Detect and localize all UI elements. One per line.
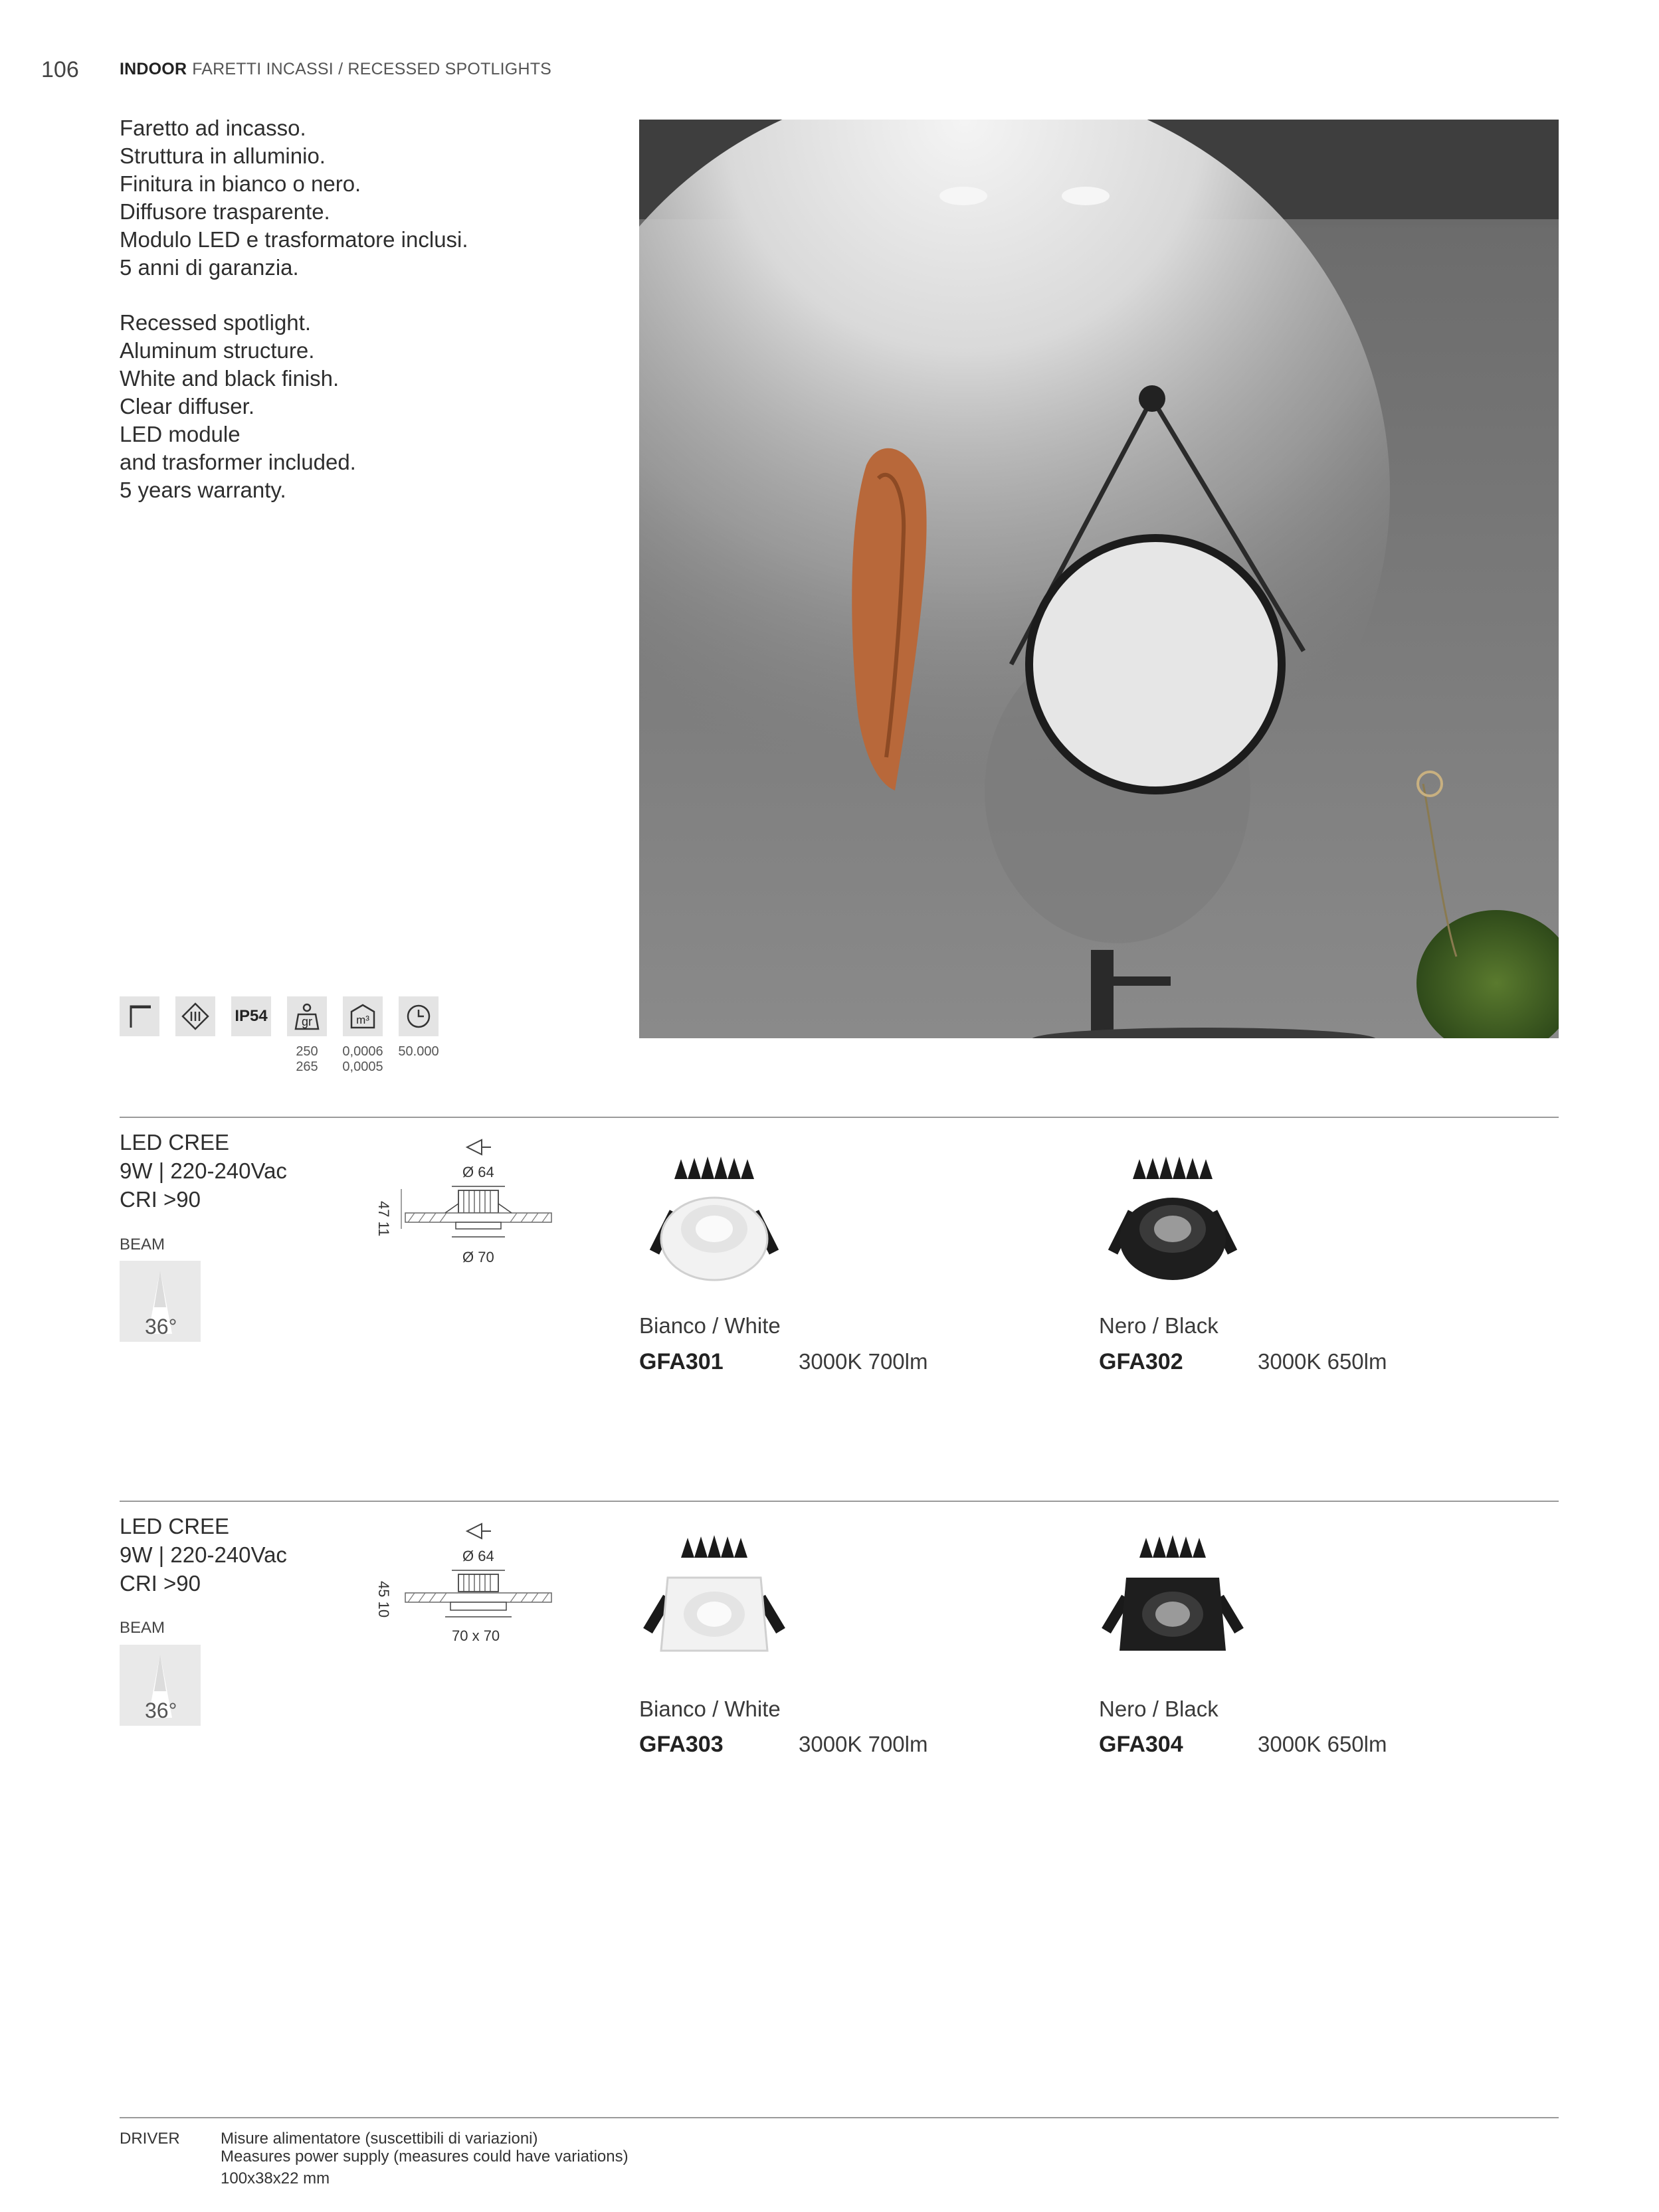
product-code-gfa301: GFA301 (639, 1349, 724, 1374)
beam-label: BEAM (120, 1619, 165, 1637)
product-spec-gfa303: 3000K 700lm (799, 1732, 928, 1756)
product-image-gfa301 (628, 1152, 801, 1299)
spec-line: CRI >90 (120, 1187, 201, 1212)
volume-value: 0,0005 (342, 1060, 383, 1074)
driver-line: Measures power supply (measures could have variations) (221, 2148, 629, 2166)
description-line: Struttura in alluminio. (120, 143, 326, 168)
volume-unit-label: m³ (356, 1014, 369, 1026)
description-line: White and black finish. (120, 366, 340, 391)
weight-values (287, 1044, 327, 1075)
spec-line: LED CREE (120, 1514, 230, 1538)
description-italian (120, 114, 585, 282)
product-image-gfa304 (1086, 1531, 1259, 1677)
height-dim: 47 11 (375, 1201, 392, 1237)
footer-divider (120, 2117, 1559, 2118)
description-line: Faretto ad incasso. (120, 116, 306, 140)
driver-line: Misure alimentatore (suscettibili di variazioni) (221, 2130, 538, 2148)
description-line: 5 years warranty. (120, 478, 286, 502)
product-spec-gfa301: 3000K 700lm (799, 1349, 928, 1374)
tilt-icon (462, 1521, 495, 1541)
row-1-dimension-drawing (399, 1137, 558, 1270)
product-spec-gfa304: 3000K 650lm (1258, 1732, 1387, 1756)
beam-angle-value: 36° (145, 1315, 177, 1338)
product-image-gfa302 (1086, 1152, 1259, 1299)
page-number: 106 (41, 57, 79, 82)
product-finish-gfa302: Nero / Black (1099, 1313, 1219, 1338)
description-line: and trasformer included. (120, 450, 356, 474)
section-divider (120, 1117, 1559, 1118)
cross-section-diagram (399, 1182, 558, 1242)
top-diameter-dim: Ø 64 (462, 1548, 494, 1564)
product-finish-gfa303: Bianco / White (639, 1697, 781, 1721)
section-divider (120, 1501, 1559, 1502)
weight-value: 250 (296, 1044, 318, 1059)
section-title-rest: FARETTI INCASSI / RECESSED SPOTLIGHTS (192, 60, 552, 78)
row-2-dimension-drawing (399, 1521, 558, 1654)
description-line: Modulo LED e trasformatore inclusi. (120, 227, 468, 252)
description-english (120, 309, 585, 504)
section-title (120, 60, 551, 79)
lifetime-value: 50.000 (398, 1044, 439, 1059)
product-code-gfa304: GFA304 (1099, 1732, 1183, 1757)
beam-angle-box (120, 1261, 201, 1342)
product-image-gfa303 (628, 1531, 801, 1677)
top-diameter-dim: Ø 64 (462, 1164, 494, 1180)
tilt-icon (462, 1137, 495, 1157)
product-code-gfa303: GFA303 (639, 1732, 724, 1757)
package-volume-icon (343, 996, 383, 1036)
bottom-diameter-dim: Ø 70 (462, 1249, 494, 1265)
beam-label: BEAM (120, 1236, 165, 1253)
spec-line: 9W | 220-240Vac (120, 1158, 287, 1183)
driver-size: 100x38x22 mm (221, 2169, 330, 2187)
ambient-photo (639, 120, 1559, 1038)
weight-unit-label: gr (301, 1014, 312, 1028)
description-line: Diffusore trasparente. (120, 199, 330, 224)
spec-line: CRI >90 (120, 1571, 201, 1596)
insulation-class-iii-icon (175, 996, 215, 1036)
spec-line: 9W | 220-240Vac (120, 1542, 287, 1567)
ip-rating-label: IP54 (235, 1007, 268, 1025)
description-line: LED module (120, 422, 241, 446)
product-code-gfa302: GFA302 (1099, 1349, 1183, 1374)
description-line: Recessed spotlight. (120, 310, 311, 335)
description-line: Finitura in bianco o nero. (120, 171, 361, 196)
description-line: Clear diffuser. (120, 394, 254, 418)
product-finish-gfa304: Nero / Black (1099, 1697, 1219, 1721)
bottom-dimension-dim: 70 x 70 (452, 1627, 500, 1644)
product-finish-gfa301: Bianco / White (639, 1313, 781, 1338)
beam-angle-box (120, 1645, 201, 1726)
product-spec-gfa302: 3000K 650lm (1258, 1349, 1387, 1374)
spec-line: LED CREE (120, 1130, 230, 1154)
weight-value: 265 (296, 1060, 318, 1074)
row-2-specs (120, 1512, 287, 1598)
volume-value: 0,0006 (342, 1044, 383, 1059)
lifetime-hours-icon (399, 996, 439, 1036)
row-1-specs (120, 1128, 287, 1214)
description-line: 5 anni di garanzia. (120, 255, 299, 280)
height-dim: 45 10 (375, 1581, 392, 1618)
driver-info (221, 2130, 629, 2187)
cross-section-diagram (399, 1566, 558, 1626)
weight-icon (287, 996, 327, 1036)
volume-values (336, 1044, 389, 1075)
ip-rating-badge (231, 996, 271, 1036)
section-title-bold: INDOOR (120, 60, 187, 78)
beam-angle-value: 36° (145, 1699, 177, 1722)
driver-label: DRIVER (120, 2130, 180, 2148)
description-line: Aluminum structure. (120, 338, 315, 363)
recessed-mount-icon (120, 996, 159, 1036)
